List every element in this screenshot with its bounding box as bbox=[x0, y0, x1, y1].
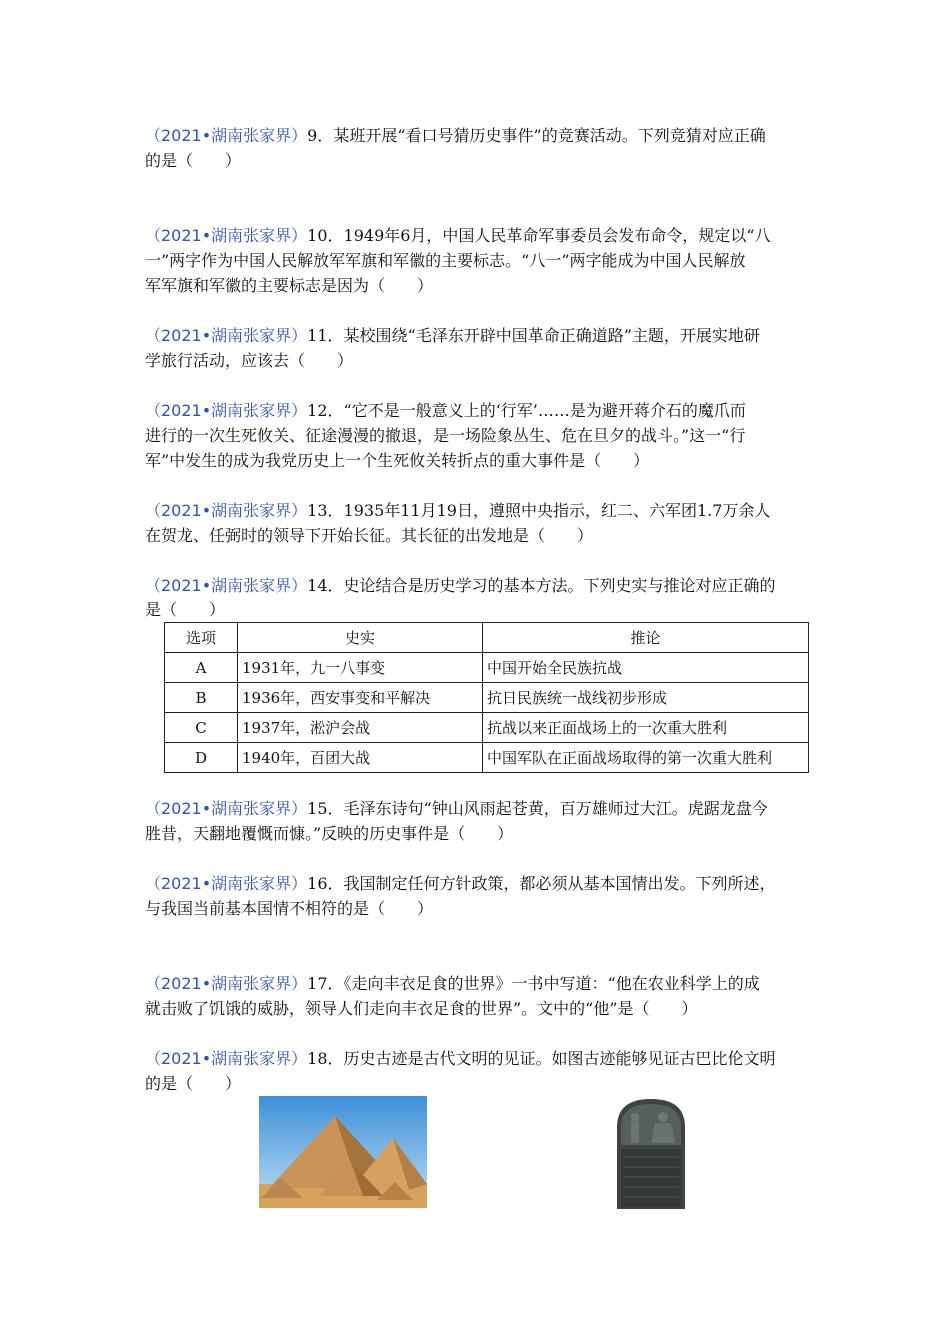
table-header-inference: 推论 bbox=[483, 623, 809, 653]
table-cell: A bbox=[165, 653, 238, 683]
q14-line2: 是（ ） bbox=[145, 600, 226, 619]
q13-source: （2021•湖南张家界） bbox=[145, 501, 308, 520]
table-cell: 抗日民族统一战线初步形成 bbox=[483, 683, 809, 713]
q10-source: （2021•湖南张家界） bbox=[145, 226, 308, 245]
q15-source: （2021•湖南张家界） bbox=[145, 799, 308, 818]
q18-source: （2021•湖南张家界） bbox=[145, 1049, 308, 1068]
q16-stem: 16．我国制定任何方针政策，都必须从基本国情出发。下列所述， bbox=[307, 874, 776, 893]
q17-line1 bbox=[145, 972, 815, 996]
table-row bbox=[165, 743, 809, 773]
q18-line2: 的是（ ） bbox=[145, 1074, 242, 1093]
table-header-fact: 史实 bbox=[238, 623, 483, 653]
table-row bbox=[165, 653, 809, 683]
q11-stem: 11．某校围绕“毛泽东开辟中国革命正确道路”主题，开展实地研 bbox=[307, 326, 760, 345]
table-cell: 1937年，淞沪会战 bbox=[238, 713, 483, 743]
table-cell: 抗战以来正面战场上的一次重大胜利 bbox=[483, 713, 809, 743]
q9-stem: 9．某班开展“看口号猜历史事件”的竞赛活动。下列竞猜对应正确 bbox=[307, 126, 766, 145]
q17-line2: 就击败了饥饿的威胁，领导人们走向丰衣足食的世界”。文中的“他”是（ ） bbox=[145, 999, 698, 1018]
table-cell: 1936年，西安事变和平解决 bbox=[238, 683, 483, 713]
q14-line1 bbox=[145, 574, 815, 598]
q18-stem: 18．历史古迹是古代文明的见证。如图古迹能够见证古巴比伦文明 bbox=[307, 1049, 776, 1068]
q15-line2: 胜昔，天翻地覆慨而慷。”反映的历史事件是（ ） bbox=[145, 824, 514, 843]
q16-line1 bbox=[145, 872, 815, 896]
pyramids-image bbox=[259, 1096, 427, 1208]
q10-line1 bbox=[145, 224, 815, 248]
q14-table bbox=[164, 622, 809, 773]
q12-line3: 军”中发生的成为我党历史上一个生死攸关转折点的重大事件是（ ） bbox=[145, 451, 650, 470]
q11-line2: 学旅行活动，应该去（ ） bbox=[145, 351, 354, 370]
q11-line1 bbox=[145, 324, 815, 348]
table-row bbox=[165, 713, 809, 743]
table-header-option: 选项 bbox=[165, 623, 238, 653]
hammurabi-stele-image bbox=[613, 1097, 689, 1209]
table-cell: 1931年，九一八事变 bbox=[238, 653, 483, 683]
q9-line1 bbox=[145, 124, 815, 148]
table-cell: D bbox=[165, 743, 238, 773]
q15-line1 bbox=[145, 797, 815, 821]
q9-line2: 的是（ ） bbox=[145, 151, 242, 170]
q12-source: （2021•湖南张家界） bbox=[145, 401, 308, 420]
q13-line2: 在贺龙、任弼时的领导下开始长征。其长征的出发地是（ ） bbox=[145, 526, 594, 545]
q17-source: （2021•湖南张家界） bbox=[145, 974, 308, 993]
q17-stem: 17．《走向丰衣足食的世界》一书中写道：“他在农业科学上的成 bbox=[307, 974, 760, 993]
q14-source: （2021•湖南张家界） bbox=[145, 576, 308, 595]
table-row bbox=[165, 683, 809, 713]
q16-source: （2021•湖南张家界） bbox=[145, 874, 308, 893]
table-cell: 中国开始全民族抗战 bbox=[483, 653, 809, 683]
q18-line1 bbox=[145, 1047, 815, 1071]
q12-line1 bbox=[145, 399, 815, 423]
q13-stem: 13．1935年11月19日，遵照中央指示，红二、六军团1.7万余人 bbox=[307, 501, 771, 520]
table-cell: 中国军队在正面战场取得的第一次重大胜利 bbox=[483, 743, 809, 773]
table-cell: C bbox=[165, 713, 238, 743]
q10-line3: 军军旗和军徽的主要标志是因为（ ） bbox=[145, 276, 434, 295]
q12-stem: 12．“它不是一般意义上的‘行军’……是为避开蒋介石的魔爪而 bbox=[307, 401, 746, 420]
q12-line2: 进行的一次生死攸关、征途漫漫的撤退，是一场险象丛生、危在旦夕的战斗。”这一“行 bbox=[145, 426, 746, 445]
table-cell: 1940年，百团大战 bbox=[238, 743, 483, 773]
q13-line1 bbox=[145, 499, 815, 523]
q9-source: （2021•湖南张家界） bbox=[145, 126, 308, 145]
q14-stem: 14．史论结合是历史学习的基本方法。下列史实与推论对应正确的 bbox=[307, 576, 776, 595]
q11-source: （2021•湖南张家界） bbox=[145, 326, 308, 345]
q10-line2: 一”两字作为中国人民解放军军旗和军徽的主要标志。“八一”两字能成为中国人民解放 bbox=[145, 251, 746, 270]
q15-stem: 15．毛泽东诗句“钟山风雨起苍黄，百万雄师过大江。虎踞龙盘今 bbox=[307, 799, 768, 818]
q10-stem: 10．1949年6月，中国人民革命军事委员会发布命令，规定以“八 bbox=[307, 226, 771, 245]
table-header-row bbox=[165, 623, 809, 653]
table-cell: B bbox=[165, 683, 238, 713]
q16-line2: 与我国当前基本国情不相符的是（ ） bbox=[145, 899, 434, 918]
